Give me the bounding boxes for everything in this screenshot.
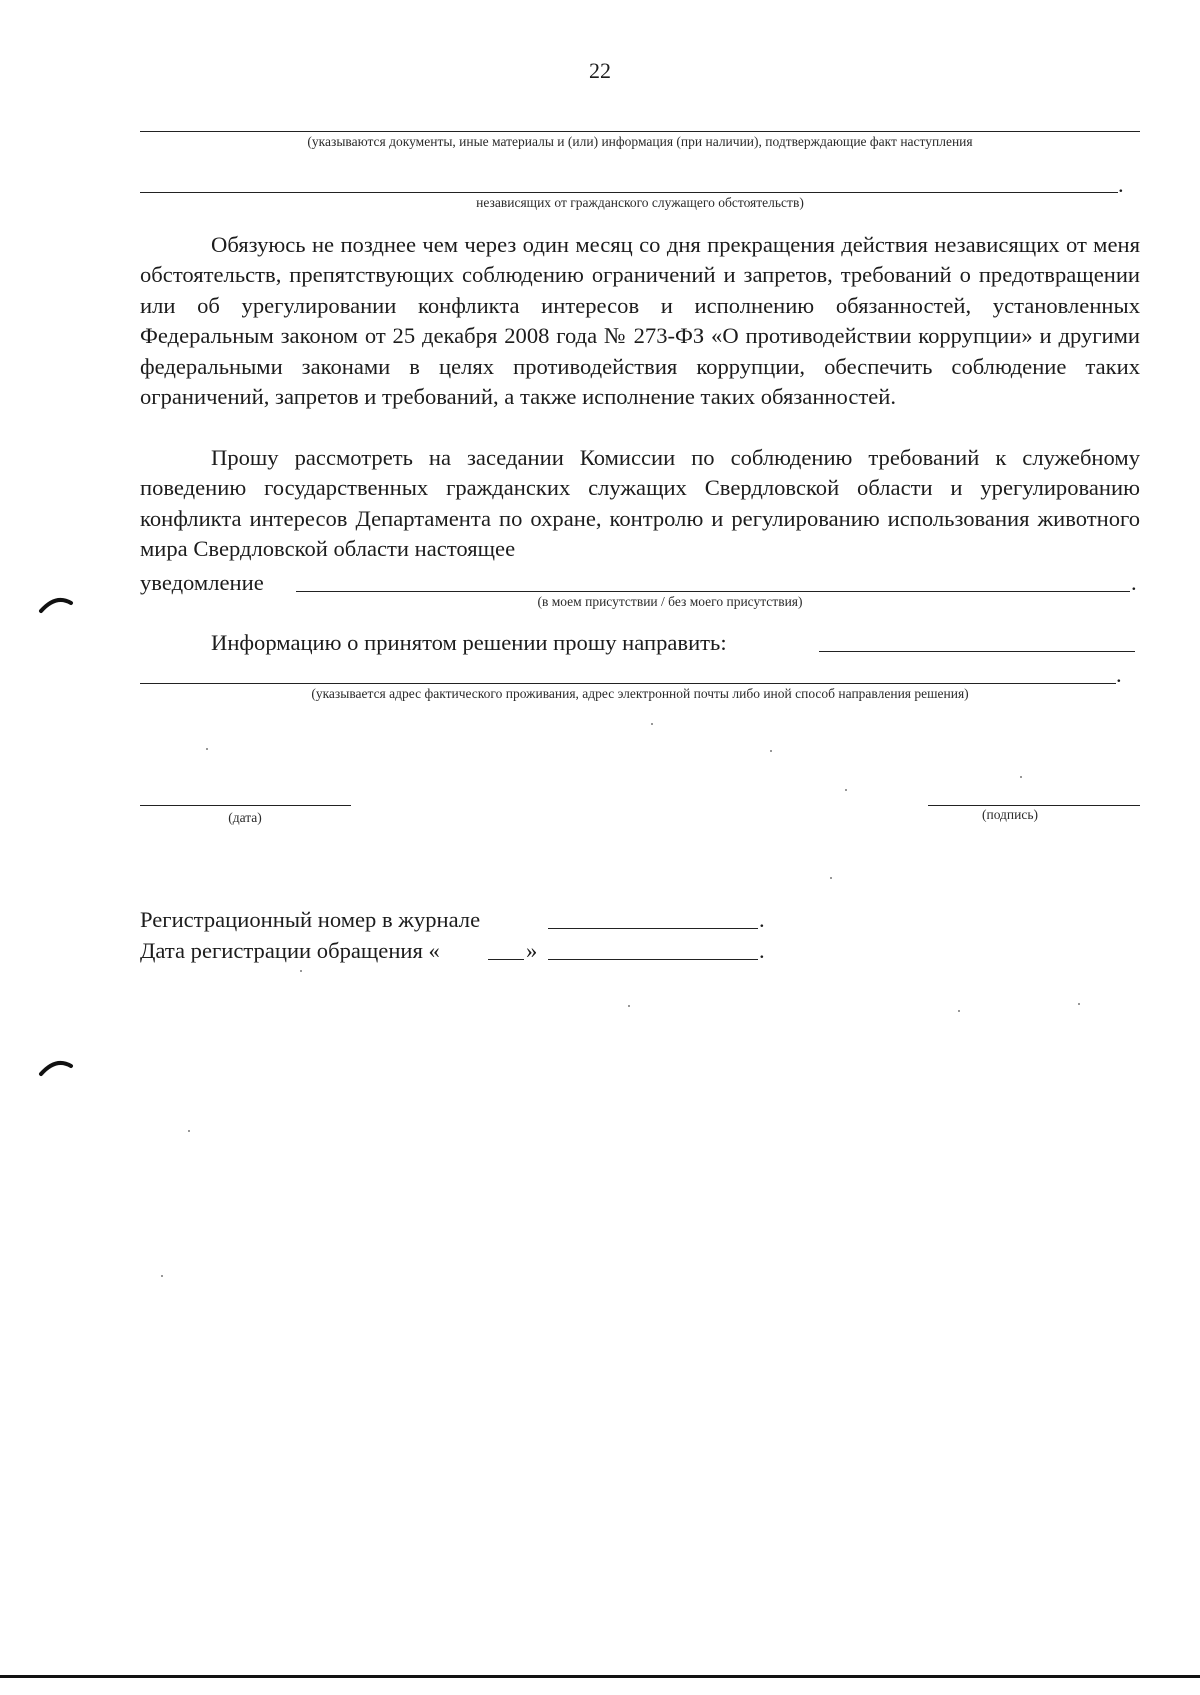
request-tail xyxy=(140,568,264,598)
scan-speck xyxy=(1020,776,1022,778)
scan-speck xyxy=(845,789,847,791)
documents-line xyxy=(140,131,1140,132)
scan-speck xyxy=(958,1010,960,1012)
info-field[interactable] xyxy=(819,651,1135,652)
registration-date-label: Дата регистрации обращения « xyxy=(140,938,440,963)
scan-speck xyxy=(770,750,772,752)
scan-speck xyxy=(161,1275,163,1277)
hole-punch-mark-bottom xyxy=(38,1055,74,1077)
presence-caption: (в моем присутствии / без моего присутствия) xyxy=(537,594,803,609)
scan-speck xyxy=(188,1130,190,1132)
registration-date-field[interactable] xyxy=(548,959,758,960)
registration-date-close: » xyxy=(526,938,538,963)
info-caption: (указывается адрес фактического проживания, адрес электронной почты либо иной способ направления решения) xyxy=(311,686,969,701)
presence-period: . xyxy=(1131,570,1137,595)
documents-period: . xyxy=(1118,172,1124,197)
registration-number-field[interactable] xyxy=(548,928,758,929)
notification-word: уведомление xyxy=(140,570,264,595)
scan-speck xyxy=(206,748,208,750)
registration-number-period: . xyxy=(759,907,765,932)
hole-punch-mark-top xyxy=(38,592,74,614)
scan-speck xyxy=(651,723,653,725)
obligation-paragraph: Обязуюсь не позднее чем через один месяц со дня прекращения действия независящих от меня обстоятельств, препятствующих соблюдению ограничений и запретов, требований о предотвращении или об урегулировании конфликта интересов и исполнению обязанностей, установленных Федеральным законом от 25 декабря 2008 года № 273-ФЗ «О противодействии коррупции» и другими федеральными законами в целях противодействия коррупции, обеспечить соблюдение таких ограничений, запретов и требований, а также исполнение таких обязанностей. xyxy=(140,232,1140,410)
page-number: 22 xyxy=(589,58,611,83)
scan-speck xyxy=(1078,1003,1080,1005)
date-caption: (дата) xyxy=(228,810,262,825)
presence-field[interactable] xyxy=(296,591,1130,592)
registration-date-row xyxy=(140,936,440,966)
registration-number-label: Регистрационный номер в журнале xyxy=(140,907,481,932)
signature-caption: (подпись) xyxy=(981,807,1039,822)
info-period: . xyxy=(1116,662,1122,687)
circumstances-caption: независящих от гражданского служащего обстоятельств) xyxy=(476,195,804,210)
scan-speck xyxy=(830,877,832,879)
registration-date-period: . xyxy=(759,938,765,963)
registration-day-field[interactable] xyxy=(488,959,524,960)
scan-speck xyxy=(300,970,302,972)
info-field-2[interactable] xyxy=(140,683,1116,684)
documents-caption: (указываются документы, иные материалы и (или) информация (при наличии), подтверждающие факт наступления xyxy=(307,134,973,149)
info-label: Информацию о принятом решении прошу направить: xyxy=(211,630,727,655)
registration-number-row xyxy=(140,905,480,935)
signature-field[interactable] xyxy=(928,805,1140,806)
documents-line-2 xyxy=(140,192,1118,193)
scan-speck xyxy=(628,1005,630,1007)
scan-bottom-edge xyxy=(0,1675,1200,1678)
request-paragraph: Прошу рассмотреть на заседании Комиссии по соблюдению требований к служебному поведению государственных гражданских служащих Свердловской области и урегулированию конфликта интересов Департамента по охране, контролю и регулированию использования животного мира Свердловской области настоящее xyxy=(140,445,1140,562)
date-field[interactable] xyxy=(140,805,351,806)
